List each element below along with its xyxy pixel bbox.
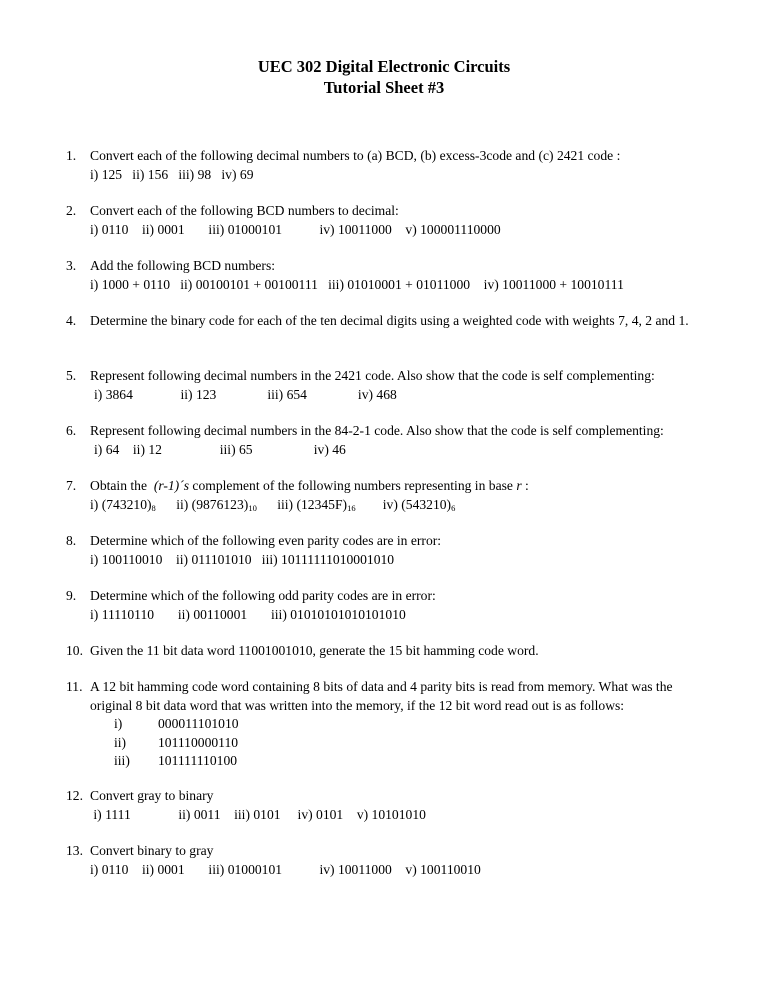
question-text: A 12 bit hamming code word containing 8 bits of data and 4 parity bits is read from memory. What was the original 8 bit data word that was written into the memory, if the 12 bit word read out is as follows: [90,679,673,713]
sub-item-roman: iii) [114,753,130,768]
sub-item-value: 101110000110 [158,734,239,750]
question-text: Determine which of the following even parity codes are in error: [90,533,442,548]
item-base: 8 [151,502,156,513]
question-9 [66,587,716,624]
item-base: 10 [248,502,257,513]
question-text: Given the 11 bit data word 11001001010, generate the 15 bit hamming code word. [90,643,539,658]
question-text: Represent following decimal numbers in the 84-2-1 code. Also show that the code is self complementing: [90,423,664,438]
question-number: 6. [66,423,77,438]
question-items: i) 1000 + 0110 ii) 00100101 + 00100111 iii) 01010001 + 01011000 iv) 10011000 + 10010111 [90,276,624,292]
question-text-part: Obtain the [90,478,154,493]
question-text-italic: r [516,478,522,493]
question-text: Convert each of the following decimal numbers to (a) BCD, (b) excess-3code and (c) 2421 code : [90,148,621,163]
question-number: 10. [66,643,83,658]
question-10 [66,642,716,661]
question-4 [66,312,716,331]
question-2 [66,202,716,239]
item-label: ii) (9876123) [176,496,249,512]
question-6 [66,422,716,459]
question-13 [66,842,716,879]
question-number: 3. [66,258,77,273]
question-number: 11. [66,679,83,694]
question-text: Convert binary to gray [90,843,214,858]
item-base: 6 [451,502,456,513]
sub-item [90,734,716,753]
question-items: i) 64 ii) 12 iii) 65 iv) 46 [94,441,346,457]
question-8 [66,532,716,569]
question-number: 2. [66,203,77,218]
question-3 [66,257,716,294]
question-7 [66,477,716,514]
item-label: iii) (12345F) [277,496,348,512]
sub-item-value: 000011101010 [158,716,239,731]
question-number: 4. [66,313,77,328]
question-items: i) 125 ii) 156 iii) 98 iv) 69 [90,166,254,182]
question-number: 7. [66,478,77,493]
question-1 [66,147,716,184]
question-number: 8. [66,533,77,548]
question-items: i) 3864 ii) 123 iii) 654 iv) 468 [94,386,397,402]
document-header [0,56,768,98]
sub-item-roman: ii) [114,734,127,750]
document-title: UEC 302 Digital Electronic Circuits [257,57,511,76]
sub-item [90,715,716,734]
question-items: i) 11110110 ii) 00110001 iii) 01010101010101010 [90,606,406,622]
question-text: Convert gray to binary [90,788,214,803]
question-items: i) 1111 ii) 0011 iii) 0101 iv) 0101 v) 10101010 [90,806,426,822]
question-12 [66,787,716,824]
question-text: Determine which of the following odd parity codes are in error: [90,588,436,603]
sub-item [90,752,716,771]
question-items: i) 100110010 ii) 011101010 iii) 10111111010001010 [90,551,395,567]
question-text: Determine the binary code for each of the ten decimal digits using a weighted code with weights 7, 4, 2 and 1. [90,313,689,328]
question-11 [66,678,716,771]
sub-item-value: 101111110100 [158,753,238,768]
question-text: Add the following BCD numbers: [90,258,276,273]
question-5 [66,367,716,404]
question-items: i) 0110 ii) 0001 iii) 01000101 iv) 10011000 v) 100110010 [90,861,481,877]
question-text [90,477,716,496]
question-number: 5. [66,368,77,383]
item-label: iv) (543210) [382,496,452,512]
question-number: 13. [66,843,83,858]
question-items [90,496,716,515]
question-number: 1. [66,148,77,163]
question-text: Convert each of the following BCD numbers to decimal: [90,203,399,218]
item-base: 16 [347,502,356,513]
document-subtitle: Tutorial Sheet #3 [323,78,445,97]
question-number: 9. [66,588,77,603]
question-text-part: : [521,478,529,493]
sub-item-roman: i) [114,716,123,731]
question-text: Represent following decimal numbers in the 2421 code. Also show that the code is self complementing: [90,368,655,383]
question-number: 12. [66,788,83,803]
question-items: i) 0110 ii) 0001 iii) 01000101 iv) 10011000 v) 100001110000 [90,221,501,237]
question-text-part: complement of the following numbers representing in base [189,478,517,493]
question-text-italic: (r-1)´s [153,478,190,493]
item-label: i) (743210) [90,496,152,512]
